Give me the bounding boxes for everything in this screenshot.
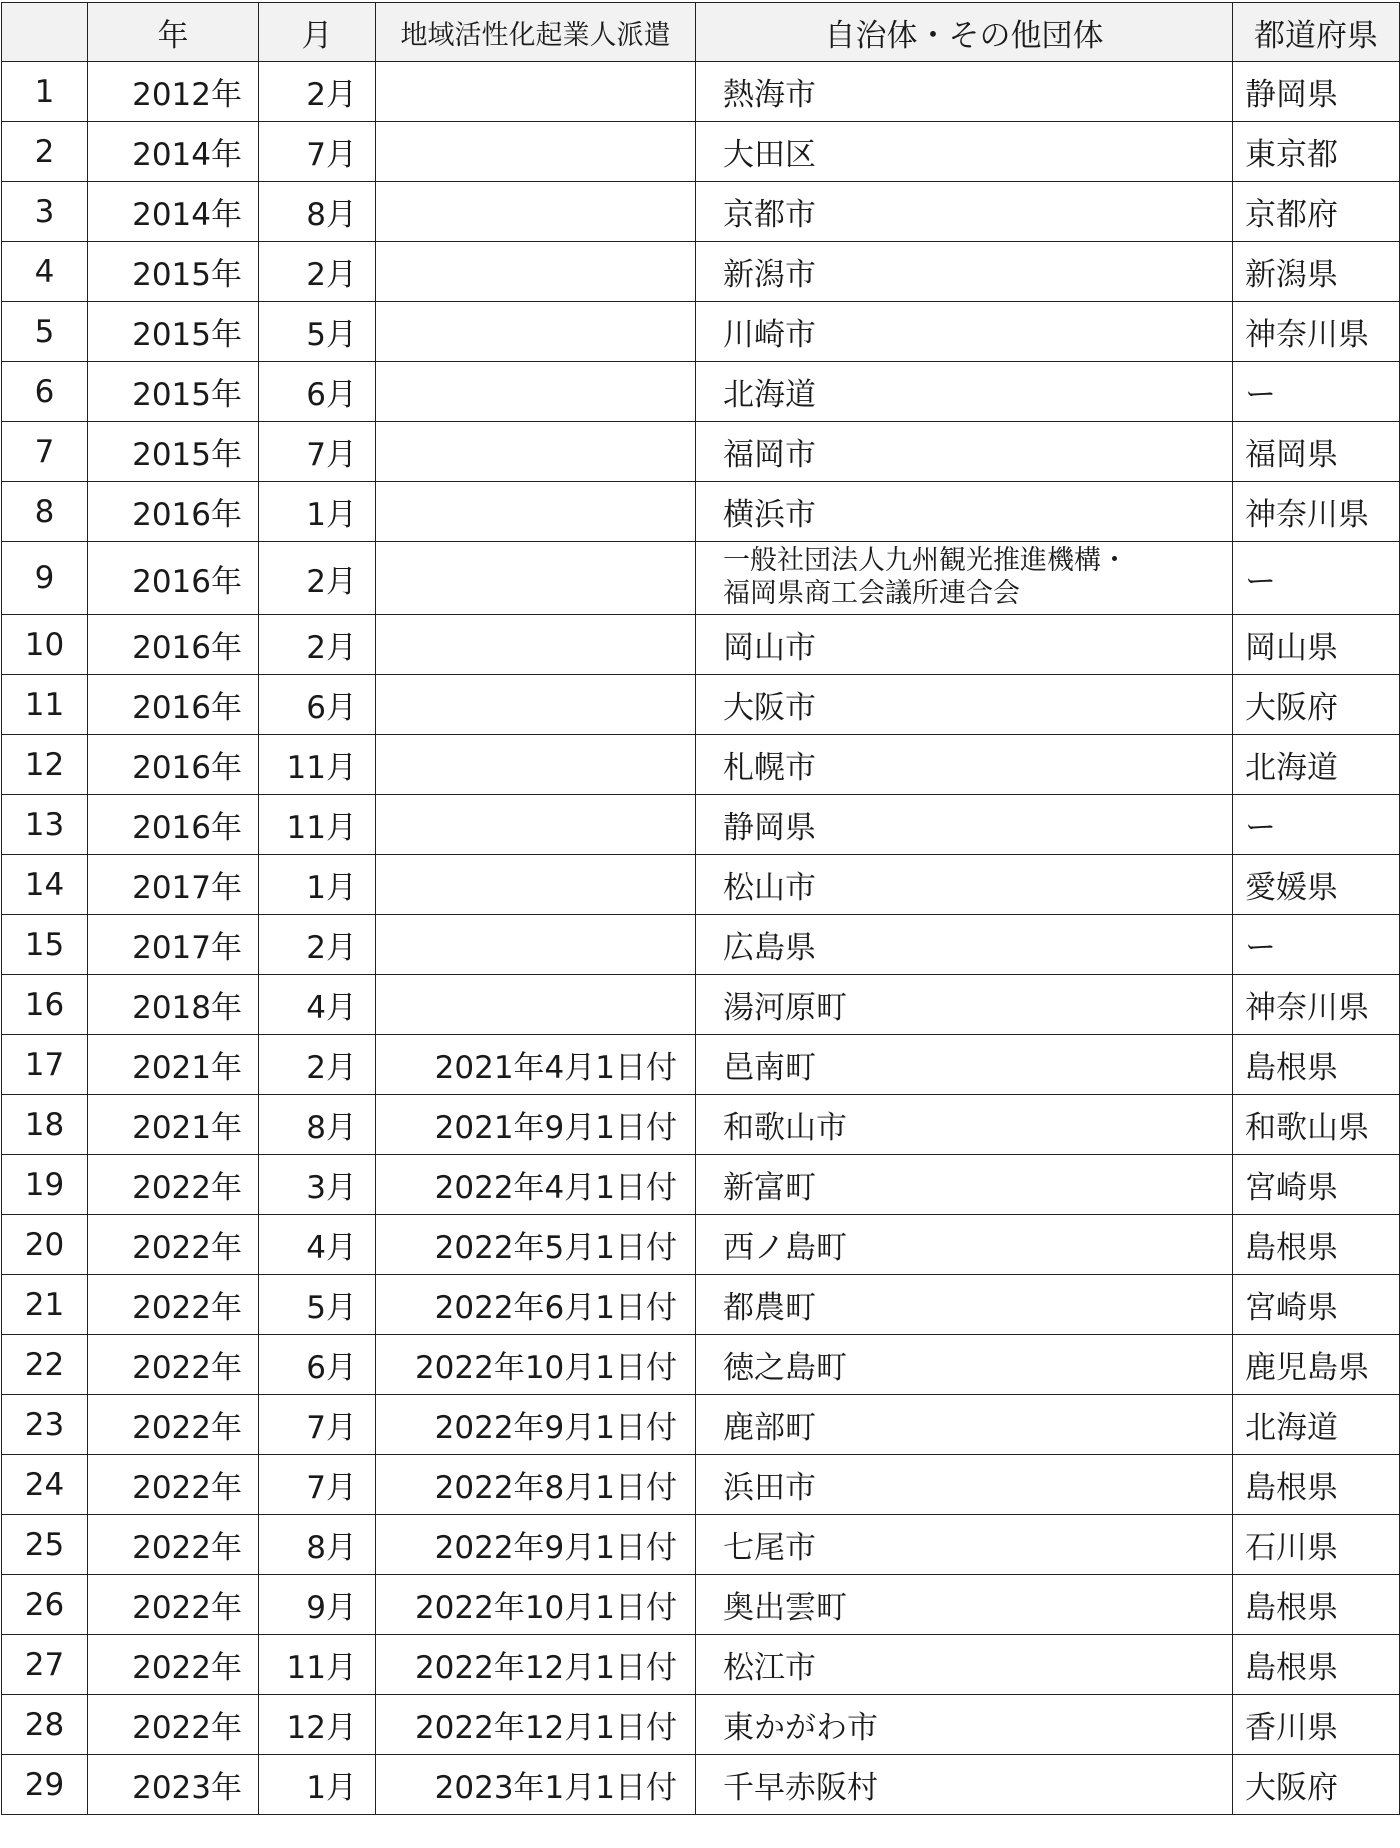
row-number: 6: [2, 362, 88, 422]
organization-cell: 京都市: [696, 182, 1233, 242]
table-row: [2, 1095, 1400, 1155]
month-cell: 1月: [259, 1755, 376, 1815]
dispatch-date-cell: [376, 422, 696, 482]
year-cell: 2022年: [88, 1335, 259, 1395]
month-cell: 2月: [259, 542, 376, 615]
prefecture-cell: 鹿児島県: [1233, 1335, 1400, 1395]
organization-cell: 千早赤阪村: [696, 1755, 1233, 1815]
prefecture-cell: 島根県: [1233, 1215, 1400, 1275]
row-number: 10: [2, 615, 88, 675]
organization-cell: 邑南町: [696, 1035, 1233, 1095]
month-cell: 5月: [259, 302, 376, 362]
organization-cell: 札幌市: [696, 735, 1233, 795]
dispatch-date-cell: 2022年9月1日付: [376, 1515, 696, 1575]
prefecture-cell: 福岡県: [1233, 422, 1400, 482]
table-row: [2, 1275, 1400, 1335]
dispatch-date-cell: [376, 302, 696, 362]
dispatch-date-cell: [376, 675, 696, 735]
table-row: [2, 422, 1400, 482]
organization-cell: 奥出雲町: [696, 1575, 1233, 1635]
month-cell: 8月: [259, 182, 376, 242]
dispatch-date-cell: [376, 795, 696, 855]
prefecture-cell: 香川県: [1233, 1695, 1400, 1755]
organization-cell: 横浜市: [696, 482, 1233, 542]
month-cell: 6月: [259, 675, 376, 735]
prefecture-cell: 神奈川県: [1233, 975, 1400, 1035]
row-number: 7: [2, 422, 88, 482]
year-cell: 2022年: [88, 1575, 259, 1635]
dispatch-date-cell: 2021年9月1日付: [376, 1095, 696, 1155]
year-cell: 2015年: [88, 242, 259, 302]
month-cell: 2月: [259, 615, 376, 675]
year-cell: 2021年: [88, 1095, 259, 1155]
prefecture-cell: 大阪府: [1233, 675, 1400, 735]
year-cell: 2016年: [88, 542, 259, 615]
prefecture-cell: ー: [1233, 542, 1400, 615]
table-header: [2, 3, 1400, 62]
dispatch-date-cell: 2022年12月1日付: [376, 1695, 696, 1755]
table-row: [2, 1635, 1400, 1695]
prefecture-cell: 京都府: [1233, 182, 1400, 242]
row-number: 21: [2, 1275, 88, 1335]
organization-cell: 浜田市: [696, 1455, 1233, 1515]
month-cell: 6月: [259, 362, 376, 422]
row-number: 19: [2, 1155, 88, 1215]
organization-cell: 福岡市: [696, 422, 1233, 482]
header-index: [2, 3, 88, 62]
row-number: 23: [2, 1395, 88, 1455]
year-cell: 2012年: [88, 62, 259, 122]
year-cell: 2022年: [88, 1275, 259, 1335]
row-number: 13: [2, 795, 88, 855]
dispatch-date-cell: [376, 855, 696, 915]
table-row: [2, 1455, 1400, 1515]
organization-cell: 松山市: [696, 855, 1233, 915]
table-row: [2, 302, 1400, 362]
dispatch-date-cell: 2022年4月1日付: [376, 1155, 696, 1215]
month-cell: 11月: [259, 1635, 376, 1695]
month-cell: 8月: [259, 1515, 376, 1575]
month-cell: 2月: [259, 242, 376, 302]
organization-cell: 北海道: [696, 362, 1233, 422]
organization-cell: 岡山市: [696, 615, 1233, 675]
prefecture-cell: 島根県: [1233, 1575, 1400, 1635]
row-number: 3: [2, 182, 88, 242]
month-cell: 8月: [259, 1095, 376, 1155]
organization-cell: 新富町: [696, 1155, 1233, 1215]
table-row: [2, 915, 1400, 975]
row-number: 5: [2, 302, 88, 362]
header-row: [2, 3, 1400, 62]
row-number: 14: [2, 855, 88, 915]
organization-cell: 大阪市: [696, 675, 1233, 735]
prefecture-cell: 島根県: [1233, 1455, 1400, 1515]
table-row: [2, 675, 1400, 735]
month-cell: 11月: [259, 795, 376, 855]
dispatch-date-cell: 2022年10月1日付: [376, 1335, 696, 1395]
prefecture-cell: 神奈川県: [1233, 302, 1400, 362]
table-row: [2, 1215, 1400, 1275]
year-cell: 2016年: [88, 795, 259, 855]
row-number: 29: [2, 1755, 88, 1815]
dispatch-date-cell: [376, 122, 696, 182]
year-cell: 2016年: [88, 735, 259, 795]
year-cell: 2022年: [88, 1395, 259, 1455]
row-number: 20: [2, 1215, 88, 1275]
month-cell: 4月: [259, 1215, 376, 1275]
organization-cell: 大田区: [696, 122, 1233, 182]
prefecture-cell: 岡山県: [1233, 615, 1400, 675]
organization-cell: 熱海市: [696, 62, 1233, 122]
header-year: 年: [88, 3, 259, 62]
organization-line-1: 一般社団法人九州観光推進機構・: [723, 545, 1128, 577]
table-row: [2, 1155, 1400, 1215]
month-cell: 7月: [259, 1395, 376, 1455]
row-number: 11: [2, 675, 88, 735]
year-cell: 2022年: [88, 1635, 259, 1695]
year-cell: 2022年: [88, 1215, 259, 1275]
year-cell: 2014年: [88, 182, 259, 242]
row-number: 24: [2, 1455, 88, 1515]
month-cell: 9月: [259, 1575, 376, 1635]
table-row: [2, 1035, 1400, 1095]
dispatch-date-cell: 2022年8月1日付: [376, 1455, 696, 1515]
dispatch-date-cell: [376, 542, 696, 615]
table-body: [2, 62, 1400, 1815]
year-cell: 2016年: [88, 675, 259, 735]
organization-cell: 東かがわ市: [696, 1695, 1233, 1755]
dispatch-date-cell: [376, 615, 696, 675]
prefecture-cell: 宮崎県: [1233, 1275, 1400, 1335]
organization-cell: 川崎市: [696, 302, 1233, 362]
prefecture-cell: 宮崎県: [1233, 1155, 1400, 1215]
dispatch-date-cell: 2022年6月1日付: [376, 1275, 696, 1335]
dispatch-date-cell: 2023年1月1日付: [376, 1755, 696, 1815]
month-cell: 2月: [259, 62, 376, 122]
year-cell: 2016年: [88, 482, 259, 542]
year-cell: 2022年: [88, 1155, 259, 1215]
table-row: [2, 1335, 1400, 1395]
prefecture-cell: 石川県: [1233, 1515, 1400, 1575]
table-row: [2, 795, 1400, 855]
month-cell: 2月: [259, 915, 376, 975]
table-row: [2, 62, 1400, 122]
organization-cell: [696, 542, 1233, 615]
table-row: [2, 615, 1400, 675]
month-cell: 12月: [259, 1695, 376, 1755]
organization-line-2: 福岡県商工会議所連合会: [723, 578, 1020, 609]
organization-cell: 都農町: [696, 1275, 1233, 1335]
year-cell: 2017年: [88, 915, 259, 975]
month-cell: 6月: [259, 1335, 376, 1395]
row-number: 1: [2, 62, 88, 122]
table-row: [2, 542, 1400, 615]
year-cell: 2021年: [88, 1035, 259, 1095]
month-cell: 4月: [259, 975, 376, 1035]
dispatch-date-cell: [376, 975, 696, 1035]
table-row: [2, 482, 1400, 542]
month-cell: 7月: [259, 1455, 376, 1515]
prefecture-cell: 島根県: [1233, 1635, 1400, 1695]
table-row: [2, 1575, 1400, 1635]
organization-cell: 新潟市: [696, 242, 1233, 302]
table-row: [2, 1755, 1400, 1815]
header-dispatch: 地域活性化起業人派遣: [376, 3, 696, 62]
organization-cell: 静岡県: [696, 795, 1233, 855]
row-number: 28: [2, 1695, 88, 1755]
organization-cell: 広島県: [696, 915, 1233, 975]
prefecture-cell: ー: [1233, 915, 1400, 975]
row-number: 22: [2, 1335, 88, 1395]
year-cell: 2022年: [88, 1455, 259, 1515]
dispatch-date-cell: 2022年9月1日付: [376, 1395, 696, 1455]
dispatch-date-cell: [376, 362, 696, 422]
dispatch-date-cell: 2021年4月1日付: [376, 1035, 696, 1095]
year-cell: 2014年: [88, 122, 259, 182]
row-number: 18: [2, 1095, 88, 1155]
prefecture-cell: 神奈川県: [1233, 482, 1400, 542]
month-cell: 2月: [259, 1035, 376, 1095]
header-month: 月: [259, 3, 376, 62]
row-number: 12: [2, 735, 88, 795]
table-row: [2, 855, 1400, 915]
prefecture-cell: ー: [1233, 362, 1400, 422]
organization-cell: 徳之島町: [696, 1335, 1233, 1395]
prefecture-cell: 北海道: [1233, 735, 1400, 795]
row-number: 17: [2, 1035, 88, 1095]
dispatch-date-cell: 2022年5月1日付: [376, 1215, 696, 1275]
year-cell: 2023年: [88, 1755, 259, 1815]
year-cell: 2022年: [88, 1695, 259, 1755]
dispatch-table: [1, 2, 1400, 1815]
header-organization: 自治体・その他団体: [696, 3, 1233, 62]
dispatch-date-cell: [376, 242, 696, 302]
table-row: [2, 1395, 1400, 1455]
dispatch-date-cell: 2022年12月1日付: [376, 1635, 696, 1695]
prefecture-cell: 大阪府: [1233, 1755, 1400, 1815]
year-cell: 2016年: [88, 615, 259, 675]
row-number: 8: [2, 482, 88, 542]
row-number: 15: [2, 915, 88, 975]
year-cell: 2018年: [88, 975, 259, 1035]
year-cell: 2015年: [88, 362, 259, 422]
prefecture-cell: 島根県: [1233, 1035, 1400, 1095]
dispatch-date-cell: 2022年10月1日付: [376, 1575, 696, 1635]
table-row: [2, 1695, 1400, 1755]
table-row: [2, 182, 1400, 242]
prefecture-cell: 東京都: [1233, 122, 1400, 182]
organization-cell: 鹿部町: [696, 1395, 1233, 1455]
dispatch-date-cell: [376, 735, 696, 795]
year-cell: 2015年: [88, 302, 259, 362]
month-cell: 7月: [259, 122, 376, 182]
dispatch-date-cell: [376, 62, 696, 122]
dispatch-date-cell: [376, 182, 696, 242]
month-cell: 1月: [259, 855, 376, 915]
table-row: [2, 122, 1400, 182]
prefecture-cell: 新潟県: [1233, 242, 1400, 302]
table-row: [2, 1515, 1400, 1575]
row-number: 25: [2, 1515, 88, 1575]
organization-cell: 西ノ島町: [696, 1215, 1233, 1275]
month-cell: 11月: [259, 735, 376, 795]
dispatch-date-cell: [376, 915, 696, 975]
row-number: 26: [2, 1575, 88, 1635]
prefecture-cell: 愛媛県: [1233, 855, 1400, 915]
header-prefecture: 都道府県: [1233, 3, 1400, 62]
dispatch-date-cell: [376, 482, 696, 542]
row-number: 2: [2, 122, 88, 182]
organization-cell: 松江市: [696, 1635, 1233, 1695]
month-cell: 3月: [259, 1155, 376, 1215]
organization-cell: 七尾市: [696, 1515, 1233, 1575]
table-row: [2, 975, 1400, 1035]
row-number: 9: [2, 542, 88, 615]
table-row: [2, 362, 1400, 422]
prefecture-cell: 北海道: [1233, 1395, 1400, 1455]
month-cell: 5月: [259, 1275, 376, 1335]
row-number: 16: [2, 975, 88, 1035]
month-cell: 1月: [259, 482, 376, 542]
row-number: 27: [2, 1635, 88, 1695]
prefecture-cell: 静岡県: [1233, 62, 1400, 122]
row-number: 4: [2, 242, 88, 302]
organization-cell: 湯河原町: [696, 975, 1233, 1035]
prefecture-cell: ー: [1233, 795, 1400, 855]
table-row: [2, 242, 1400, 302]
table-row: [2, 735, 1400, 795]
month-cell: 7月: [259, 422, 376, 482]
organization-cell: 和歌山市: [696, 1095, 1233, 1155]
year-cell: 2017年: [88, 855, 259, 915]
year-cell: 2015年: [88, 422, 259, 482]
year-cell: 2022年: [88, 1515, 259, 1575]
prefecture-cell: 和歌山県: [1233, 1095, 1400, 1155]
